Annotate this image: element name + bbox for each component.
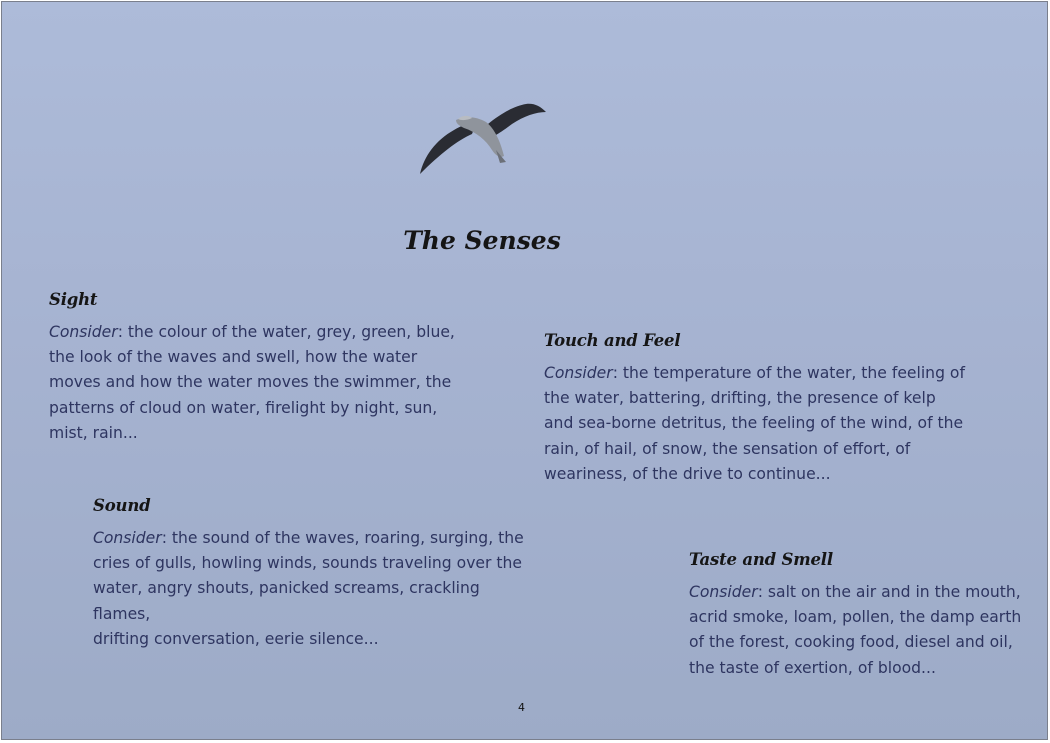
section-body: Consider: the colour of the water, grey, green, blue, the look of the waves and swell, how the water moves and how the water moves the swimmer, the patterns of cloud on water, firelight by night, sun, mist, rain... (49, 323, 455, 442)
section-heading: Touch and Feel (544, 331, 681, 350)
section-sight (49, 290, 469, 446)
section-body: Consider: the temperature of the water, the feeling of the water, battering, drifting, the presence of kelp and sea-borne detritus, the feeling of the wind, of the rain, of hail, of snow, the sensation of effort, of weariness, of the drive to continue... (544, 364, 965, 483)
document-page (1, 1, 1048, 740)
section-body: Consider: salt on the air and in the mouth, acrid smoke, loam, pollen, the damp earth of the forest, cooking food, diesel and oil, the taste of exertion, of blood... (689, 583, 1022, 677)
section-heading: Sound (93, 496, 151, 515)
page-number: 4 (518, 701, 525, 714)
section-sound (93, 496, 533, 652)
page-title: The Senses (403, 226, 561, 255)
section-heading: Sight (49, 290, 98, 309)
section-body: Consider: the sound of the waves, roaring, surging, the cries of gulls, howling winds, sounds traveling over the water, angry shouts, panicked screams, crackling flames, drifting conversation, eerie silence... (93, 529, 524, 648)
section-heading: Taste and Smell (689, 550, 833, 569)
seagull-image (414, 94, 554, 184)
section-touch-and-feel (544, 331, 974, 487)
section-taste-and-smell (689, 550, 1039, 681)
